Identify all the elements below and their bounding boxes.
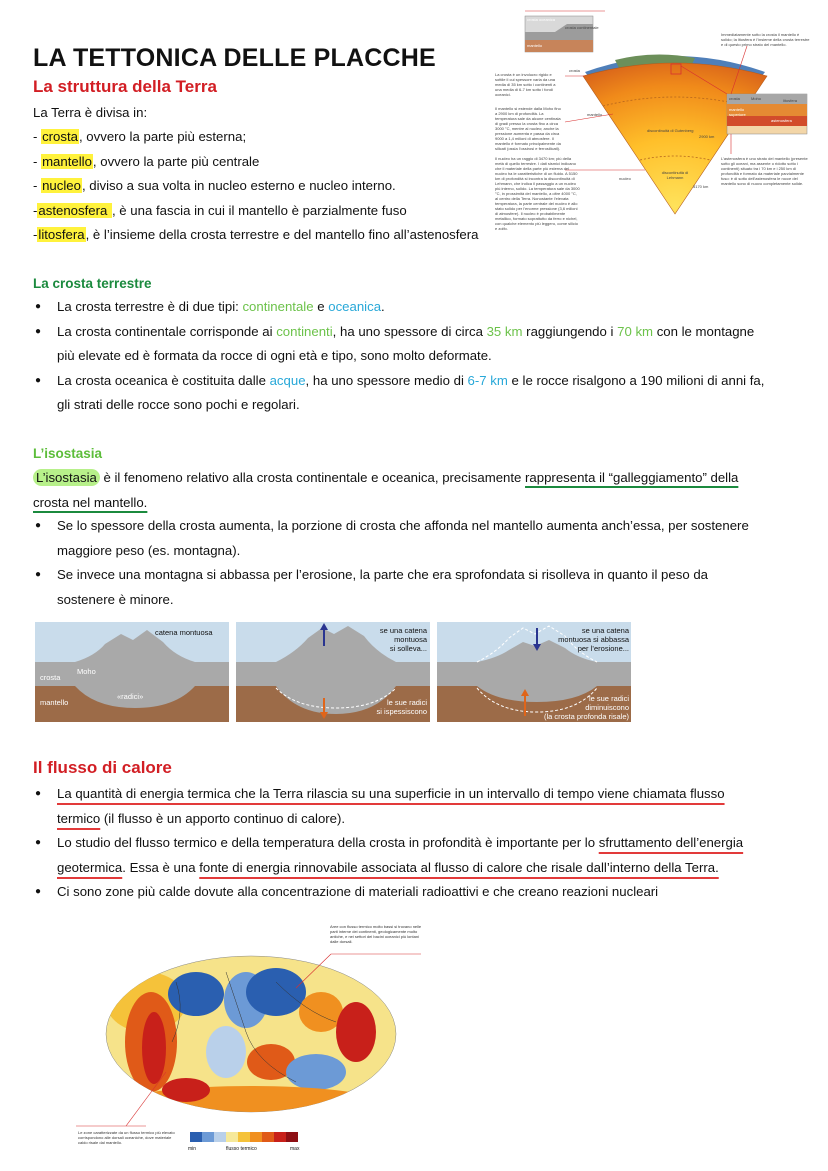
term-crosta: crosta [42,129,78,144]
value-70km: 70 km [617,323,654,339]
text: La crosta terrestre è di due tipi: [57,299,243,314]
label-zoom-moho: Moho [751,96,762,101]
text: le sue radici [588,694,629,703]
text: con le montagne [653,323,755,339]
value-35km: 35 km [486,323,523,339]
text: Se invece una montagna si abbassa per l’erosione, la parte che era sprofondata si risolleva in quanto il peso da [57,567,708,582]
label-crosta: crosta [569,68,580,73]
field [206,1026,246,1078]
page-title: LA TETTONICA DELLE PLACCHE [33,44,436,72]
text: diminuiscono [585,703,629,712]
item-text: , è una fascia in cui il mantello è parzialmente fuso [111,202,407,218]
text: e [313,299,329,314]
value-6-7km: 6-7 km [467,372,508,388]
field [299,992,343,1032]
heat-flow-map-figure [76,922,426,1160]
list-item [33,369,803,418]
list-item [33,174,478,199]
field [286,1054,346,1090]
label-gutenberg: discontinuità di Gutenberg [647,128,694,133]
term-acque: acque [269,372,306,388]
term-mantello: mantello [42,153,92,169]
field [162,1078,210,1102]
term-astenosfera: astenosfera [38,202,111,218]
legend-max: max [290,1146,300,1152]
note-crosta: La crosta è un involucro rigido e sottile il cui spessore varia da una media di 35 km sotto i continenti a una media di 6-7 km sotto i fondi oceanici. [495,72,556,97]
item-text: , ovvero la parte più esterna; [78,129,247,144]
list-item [33,223,478,248]
label-zoom-litosfera: litosfera [783,98,798,103]
text: , ha uno spessore medio di [305,372,468,388]
legend-swatch [202,1132,214,1142]
label-radici: «radici» [117,692,144,701]
label-lehmann: discontinuità di Lehmann [661,170,689,180]
term-continentale: continentale [242,299,314,314]
list-item [33,514,803,563]
text: La crosta oceanica è costituita dalle [57,372,270,388]
isostasy-figure [35,622,631,722]
underlined-text: La quantità di energia termica che la Terra rilascia su una superficie in un intervallo di tempo viene chiamata flusso [57,786,725,801]
note-astenosfera: L’astenosfera è uno strato del mantello (presente sotto gli oceani, ma assente o ridotto sotto i continenti) situato tra i 70 km e i 250 km di profondità e formato da materiale parzialmente fuso: è di sotto dell’astenosfera le rocce del mantello sono di nuovo completamente solide. [721,156,808,186]
term-oceanica: oceanica [328,299,382,314]
text: maggiore peso (es. montagna). [57,542,241,558]
term-nucleo: nucleo [42,178,81,193]
legend-swatch [190,1132,202,1142]
legend-swatch [214,1132,226,1142]
item-prefix: - [33,153,42,169]
item-text: , è l’insieme della crosta terrestre e del mantello fino all’astenosfera [85,227,479,242]
field [336,1002,376,1062]
legend-swatch [274,1132,286,1142]
isostasia-bullets [33,514,803,612]
text: per l’erosione... [577,644,629,653]
text: se una catena [581,626,629,635]
section-heading-struttura: La struttura della Terra [33,77,217,96]
list-item [33,199,478,224]
underlined-text: crosta nel mantello. [33,494,148,510]
text: si ispessiscono [376,707,427,716]
legend-swatch [238,1132,250,1142]
struttura-intro: La Terra è divisa in: [33,105,148,120]
item-prefix: - [33,178,42,193]
heat-flow-map [76,922,426,1160]
underlined-text: termico [57,810,101,826]
label-p3-bottom [525,694,629,721]
label-depth-5170: 5170 km [693,184,709,189]
list-item [33,563,803,612]
legend-swatch [226,1132,238,1142]
crosta-bullets [33,295,803,418]
list-item [33,880,808,905]
field [168,972,224,1016]
text: . [381,299,385,314]
label-catena: catena montuosa [155,628,213,637]
label-zoom-crosta: crosta [729,96,740,101]
legend-label: flusso termico [226,1146,257,1152]
inset-astheno-band [727,116,807,126]
text: Lo studio del flusso termico e della temperatura della crosta in profondità è importante per lo [57,835,599,850]
field [246,968,306,1016]
panel-1 [35,622,229,722]
list-item [33,782,808,831]
label-depth-2900: 2900 km [699,134,715,139]
item-prefix: - [33,202,38,218]
item-prefix: - [33,227,38,242]
legend-scale [190,1132,298,1142]
item-text: , ovvero la parte più centrale [92,153,260,169]
label-p2-top [365,626,427,653]
text: le sue radici [386,698,427,707]
map-note-bottom: Le zone caratterizzate da un flusso termico più elevato corrispondono alle dorsali oceaniche, dove materiale caldo risale dal mantello. [78,1130,175,1145]
term-continenti: continenti [276,323,333,339]
item-text: , diviso a sua volta in nucleo esterno e nucleo interno. [81,178,396,193]
field [142,1012,166,1084]
text: e le rocce risalgono a 190 milioni di anni fa, [507,372,765,388]
text: Se lo spessore della crosta aumenta, la porzione di crosta che affonda nel mantello aumenta anch’essa, per sostenere [57,518,749,533]
underlined-text: fonte di energia rinnovabile associata al flusso di calore che risale dall’interno della Terra. [199,859,719,875]
section-heading-crosta: La crosta terrestre [33,276,152,291]
section-heading-flusso: Il flusso di calore [33,758,172,777]
flusso-bullets [33,782,808,905]
text: se una catena [379,626,427,635]
text: più elevate ed è formata da rocce di ogni età e tipo, sono molto deformate. [57,348,492,363]
list-item [33,295,803,320]
list-item [33,831,808,880]
struttura-list [33,125,478,248]
list-item [33,150,478,175]
text: è il fenomeno relativo alla crosta continentale e oceanica, precisamente [99,470,526,485]
note-mantello: Il mantello si estende dalla Moho fino a 2900 km di profondità. La temperatura sale da alcune centinaia di gradi presso la crosta fino a circa 3000 °C, mentre al nucleo; anche la pressione aumenta e passa da circa 9000 a 1,4 milioni di atmosfere. Il mantello è formato principalmente da silicati (ossia l’ossirosi e ferrosilicati). [495,106,561,151]
label-zoom-astenosfera: astenosfera [771,118,792,123]
underlined-text: sfruttamento dell’energia [598,835,744,850]
label-p2-bottom [355,698,427,716]
section-heading-isostasia: L’isostasia [33,446,103,461]
legend-swatch [262,1132,274,1142]
isostasia-paragraph [33,466,738,515]
text: gli strati delle rocce sono pochi e regolari. [57,397,300,412]
label-mantello: mantello [40,698,69,707]
underlined-text: geotermica [57,859,123,875]
text: si solleva... [389,644,427,653]
text: raggiungendo i [522,323,618,339]
item-prefix: - [33,129,42,144]
label-nucleo: nucleo [619,176,631,181]
note-litosfera: Immediatamente sotto la crosta il mantello è solido; la litosfera è l’insieme della crosta terrestre e di questo primo strato del mantello. [721,32,810,47]
term-litosfera: litosfera [38,227,85,242]
label-crosta-oceanica: crosta oceanica [527,17,556,22]
list-item [33,125,478,150]
text: montuosa si abbassa [558,635,629,644]
label-inset-mantello: mantello [527,43,543,48]
note-nucleo: Il nucleo ha un raggio di 3470 km; più della metà di quello terrestre. I dati sismici indicano che il materiale della parte più esterna del nucleo ha le caratteristiche di un fluido. A 5150 km di profondità si incontra la discontinuità di Lehmann, che indica il passaggio a un nucleo più interno, solido. La temperatura sale da 3000 °C, in prossimità del mantello, a oltre 4000 °C, al centro della Terra. Nonostante l’elevata temperatura, la parte centrale del nucleo è allo stato solido per l’enorme pressione (3,6 milioni di atmosfere). Il nucleo è probabilmente metallico, formato soprattutto da ferro e nichel, con qualche elemento più leggero, come silicio e zolfo. [495,156,580,231]
label-mantello-side: mantello [587,112,603,117]
text: La crosta continentale corrisponde ai [57,323,277,339]
label-p3-top [549,626,629,653]
underlined-text: rappresenta il “galleggiamento” della [525,470,739,485]
text: . Essa è una [122,859,200,875]
text: sostenere è minore. [57,591,174,607]
term-isostasia: L’isostasia [33,469,100,486]
list-item [33,320,803,369]
legend-swatch [250,1132,262,1142]
label-crosta-continentale: crosta continentale [565,25,599,30]
text: (la crosta profonda risale) [543,712,629,721]
label-moho: Moho [77,667,96,676]
text: (il flusso è un apporto continuo di calore). [100,810,346,826]
map-note-top: Aree con flusso termico molto bassi si trovano nelle parti interne dei continenti, geologicamente molto antiche, e nei settori dei bacini oceanici più lontani dalle dorsali. [330,924,422,944]
earth-structure-figure [495,10,813,231]
label-crosta: crosta [40,673,61,682]
text: , ha uno spessore di circa [332,323,487,339]
legend-swatch [286,1132,298,1142]
legend-min: min [188,1146,197,1152]
label-zoom-mantello: mantello superiore [729,107,746,117]
text: montuosa [394,635,427,644]
text: Ci sono zone più calde dovute alla concentrazione di materiali radioattivi e che creano reazioni nucleari [57,884,659,899]
